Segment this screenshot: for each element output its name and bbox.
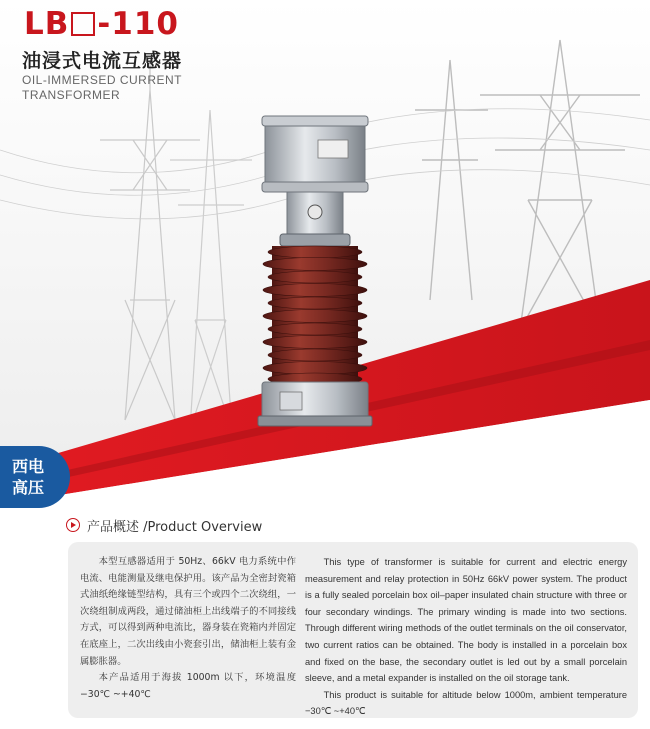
description-cn [80, 554, 296, 703]
model-prefix: LB [24, 6, 70, 42]
section-heading [66, 514, 262, 536]
description-en-paragraph-2: This product is suitable for altitude below 1000m, ambient temperature −30℃ ~+40℃ [305, 689, 627, 717]
play-circle-icon [66, 518, 80, 532]
description-cn-paragraph-1: 本型互感器适用于 50Hz、66kV 电力系统中作电流、电能测量及继电保护用。该产品为全密封瓷箱式油纸绝缘链型结构，具有三个或四个二次绕组，一次绕组制成两段，通过储油柜上出线端子的不同接线方式，可以得到两种电流比，器身装在瓷箱内并固定在底座上，二次出线由小瓷套引出，储油柜上装有金属膨胀器。 [80, 556, 296, 667]
product-title-cn: 油浸式电流互感器 [22, 50, 183, 72]
pylon-left [100, 60, 200, 420]
pylon-center [170, 110, 252, 430]
description-cn-paragraph-2: 本产品适用于海拔 1000m 以下，环境温度 −30℃ ~+40℃ [80, 672, 296, 700]
model-number [24, 4, 179, 44]
badge-line-1: 西电 [12, 457, 45, 476]
badge-line-2: 高压 [12, 478, 45, 497]
description-en-paragraph-1: This type of transformer is suitable for current and electric energy measurement and relay protection in 50Hz 66kV power system. The product is a fully sealed porcelain box oil–paper insulated chain structure with three or four secondary windings. The primary winding is made into two sections. Through different wiring methods of the outlet terminals on the oil conservator, two current ratios can be obtained. The body is installed in a porcelain box and fixed on the base, the secondary outlet is led out by a small porcelain sleeve, and a metal expander is installed on the oil storage tank. [305, 557, 627, 684]
description-en [305, 554, 627, 720]
product-title-en: OIL-IMMERSED CURRENT TRANSFORMER [22, 73, 182, 102]
model-suffix: -110 [97, 6, 179, 42]
transformer-image [258, 116, 372, 426]
brand-badge [0, 446, 70, 508]
pylon-right [415, 40, 640, 330]
model-placeholder-box [71, 12, 95, 36]
section-heading-text: 产品概述 /Product Overview [87, 519, 263, 535]
